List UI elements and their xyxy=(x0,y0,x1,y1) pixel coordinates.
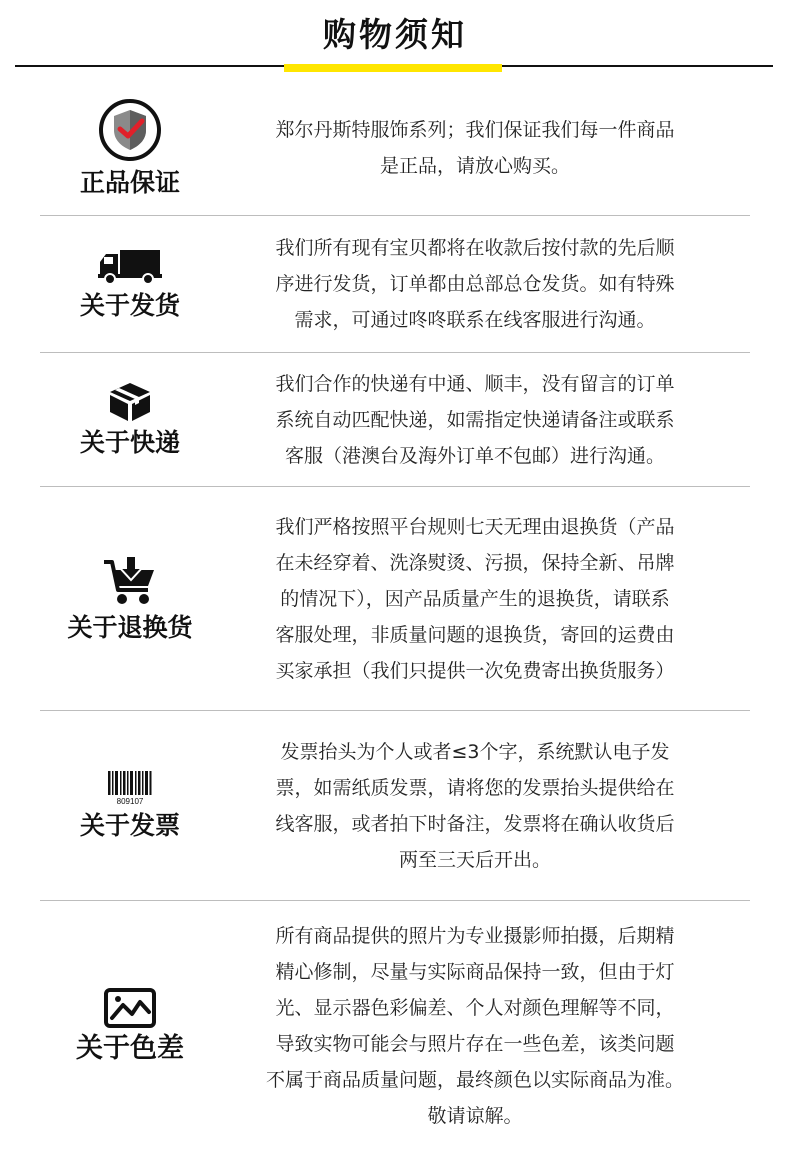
section-text: 我们所有现有宝贝都将在收款后按付款的先后顺 序进行发货，订单都由总部总仓发货。如有特殊 需求，可通过咚咚联系在线客服进行沟通。 xyxy=(275,237,675,331)
section-body xyxy=(225,908,725,1144)
section-divider xyxy=(40,352,750,353)
barcode-icon xyxy=(107,770,153,806)
section-label-group xyxy=(40,218,220,350)
section-label-group xyxy=(40,714,220,898)
section-body xyxy=(225,218,725,350)
section-returns xyxy=(40,490,750,708)
section-shipping xyxy=(40,218,750,350)
section-body xyxy=(225,714,725,898)
section-label-group xyxy=(40,82,220,214)
section-label: 关于退换货 xyxy=(67,613,193,642)
page-title: 购物须知 xyxy=(323,15,467,54)
cart-return-icon xyxy=(102,554,158,608)
barcode-number: 809107 xyxy=(116,797,144,806)
image-icon xyxy=(103,987,157,1029)
section-divider xyxy=(40,215,750,216)
section-label-group xyxy=(40,490,220,708)
section-divider xyxy=(40,900,750,901)
section-label: 关于发票 xyxy=(79,811,180,840)
section-text: 郑尔丹斯特服饰系列；我们保证我们每一件商品 是正品，请放心购买。 xyxy=(275,119,675,177)
truck-icon xyxy=(98,246,162,286)
section-body xyxy=(225,82,725,214)
section-divider xyxy=(40,710,750,711)
section-body xyxy=(225,490,725,708)
section-label: 关于发货 xyxy=(79,291,180,320)
section-label: 关于快递 xyxy=(79,428,180,457)
section-body xyxy=(225,355,725,485)
section-text: 所有商品提供的照片为专业摄影师拍摄，后期精 精心修制，尽量与实际商品保持一致，但由于灯 光、显示器色彩偏差、个人对颜色理解等不同， 导致实物可能会与照片存在一些色差，该类问题 不属于商品质量问题，最终颜色以实际商品为准。 敬请谅解。 xyxy=(265,925,684,1127)
package-icon xyxy=(108,381,152,423)
section-label: 正品保证 xyxy=(79,168,180,197)
section-label: 关于色差 xyxy=(76,1033,184,1064)
section-courier xyxy=(40,355,750,485)
section-label-group xyxy=(40,355,220,485)
section-text: 我们合作的快递有中通、顺丰，没有留言的订单 系统自动匹配快递，如需指定快递请备注或联系 客服（港澳台及海外订单不包邮）进行沟通。 xyxy=(275,373,675,467)
section-color-difference xyxy=(40,908,750,1144)
title-accent-bar xyxy=(284,64,502,72)
section-invoice xyxy=(40,714,750,898)
section-authenticity xyxy=(40,82,750,214)
shield-check-icon xyxy=(97,97,163,163)
section-divider xyxy=(40,486,750,487)
section-text: 我们严格按照平台规则七天无理由退换货（产品 在未经穿着、洗涤熨烫、污损，保持全新、吊牌 的情况下），因产品质量产生的退换货，请联系 客服处理，非质量问题的退换货，寄回的运费由 买家承担（我们只提供一次免费寄出换货服务） xyxy=(275,516,675,682)
section-text: 发票抬头为个人或者≤3个字，系统默认电子发 票，如需纸质发票，请将您的发票抬头提供给在 线客服，或者拍下时备注，发票将在确认收货后 两至三天后开出。 xyxy=(275,741,675,871)
header xyxy=(0,0,790,80)
section-label-group xyxy=(40,908,220,1144)
